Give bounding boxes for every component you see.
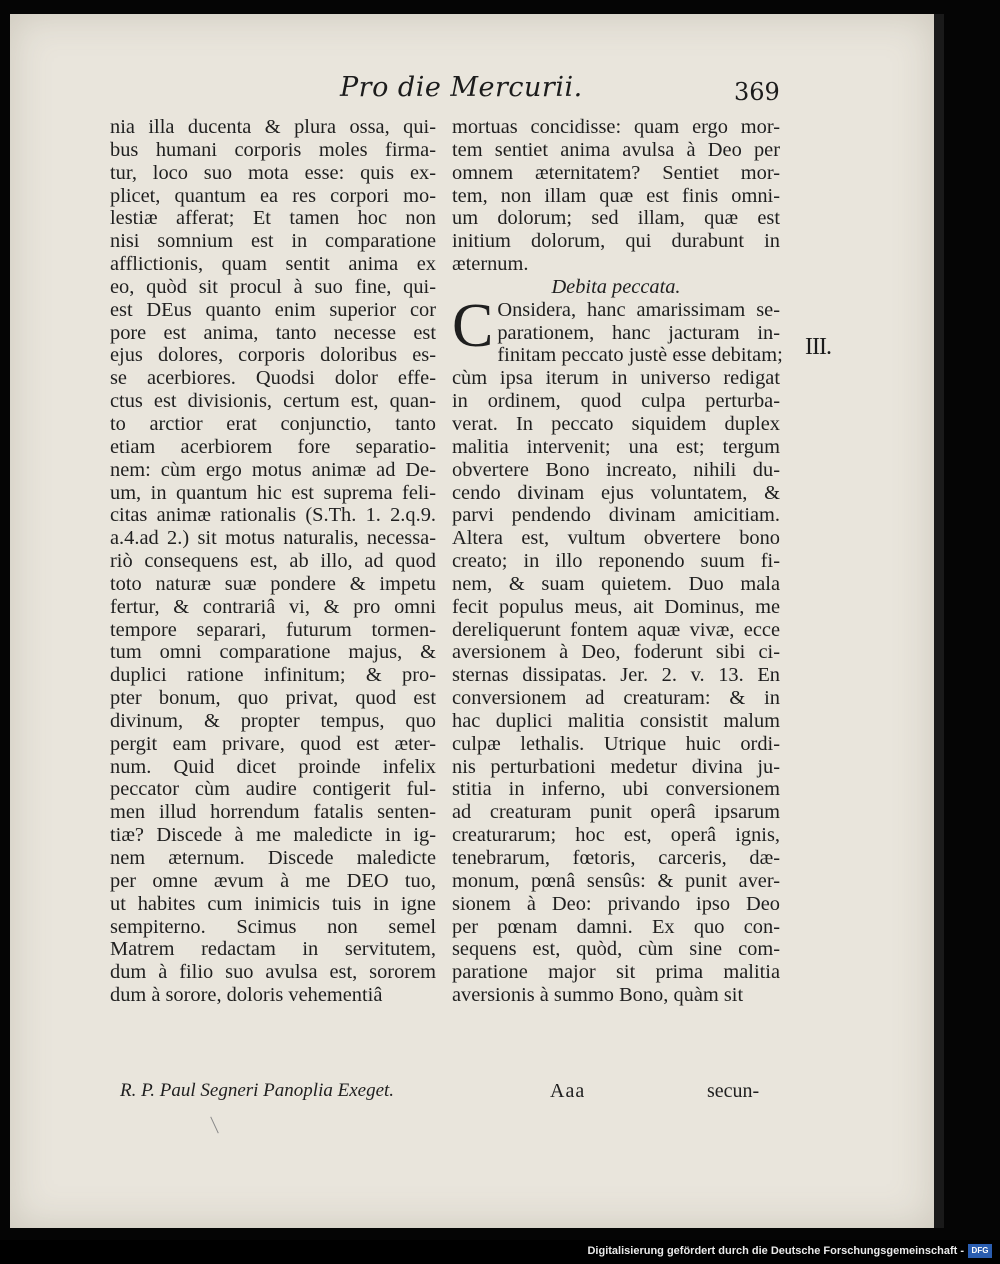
text-line: afflictionis, quam sentit anima ex bbox=[110, 253, 436, 276]
left-column bbox=[110, 116, 436, 1007]
right-column bbox=[452, 116, 783, 1007]
text-line: Onsidera, hanc amarissimam se- bbox=[497, 298, 780, 321]
text-line: tenebrarum, fœtoris, carceris, dæ- bbox=[452, 847, 780, 869]
text-line: citas animæ rationalis (S.Th. 1. 2.q.9. bbox=[110, 504, 436, 527]
right-column-intro bbox=[452, 116, 780, 276]
text-line: tur, loco suo mota esse: quis ex- bbox=[110, 161, 436, 184]
text-line: num. Quid dicet proinde infelix bbox=[110, 755, 436, 778]
margin-section-number: III. bbox=[805, 334, 831, 360]
text-line: se acerbiores. Quodsi dolor effe- bbox=[110, 367, 436, 390]
text-line: cendo divinam ejus voluntatem, & bbox=[452, 481, 780, 504]
drop-capital: C bbox=[452, 291, 494, 360]
text-line: ad creaturam punit operâ ipsarum bbox=[452, 801, 780, 824]
text-line: parvi pendendo divinam amicitiam. bbox=[452, 504, 780, 527]
text-line: sempiterno. Scimus non semel bbox=[110, 915, 436, 938]
text-line: sionem à Deo: privando ipso Deo bbox=[452, 892, 780, 915]
text-line: obvertere Bono increato, nihili du- bbox=[452, 458, 780, 481]
text-line: duplici ratione infinitum; & pro- bbox=[110, 664, 436, 687]
text-line: divinum, & propter tempus, quo bbox=[110, 709, 436, 732]
text-line: um, in quantum hic est suprema feli- bbox=[110, 481, 436, 504]
text-line: ut habites cum inimicis tuis in igne bbox=[110, 892, 436, 915]
text-line: tem, non illam quæ est finis omni- bbox=[452, 184, 780, 207]
text-line: creaturarum; hoc est, operâ ignis, bbox=[452, 824, 780, 847]
text-line: nem: cùm ergo motus animæ ad De- bbox=[110, 458, 436, 481]
text-line: fecit populus meus, ait Dominus, me bbox=[452, 595, 780, 618]
text-line: pore est anima, tanto necesse est bbox=[110, 321, 436, 344]
running-footer: R. P. Paul Segneri Panoplia Exeget. bbox=[120, 1080, 395, 1101]
text-line: verat. In peccato siquidem duplex bbox=[452, 412, 780, 435]
text-line: peccator cùm audire contigerit ful- bbox=[110, 778, 436, 801]
text-line: men illud horrendum fatalis senten- bbox=[110, 801, 436, 824]
text-line: to arctior erat conjunctio, tanto bbox=[110, 412, 436, 435]
text-line: initium dolorum, qui durabunt in bbox=[452, 230, 780, 253]
text-line: per omne ævum à me DEO tuo, bbox=[110, 869, 436, 892]
text-line: nisi somnium est in comparatione bbox=[110, 230, 436, 253]
text-line: paratione major sit prima malitia bbox=[452, 961, 780, 984]
text-line: ctus est divisionis, certum est, quan- bbox=[110, 390, 436, 413]
text-line: plicet, quantum ea res corpori mo- bbox=[110, 184, 436, 207]
text-line: nem æternum. Discede maledicte bbox=[110, 847, 436, 869]
text-line: in ordinem, quod culpa perturba- bbox=[452, 390, 780, 413]
text-line: nis perturbationi medetur divina ju- bbox=[452, 755, 780, 778]
text-line: nia illa ducenta & plura ossa, qui- bbox=[110, 116, 436, 138]
running-title: Pro die Mercurii. bbox=[340, 72, 583, 103]
text-line: a.4.ad 2.) sit motus naturalis, necessa- bbox=[110, 527, 436, 550]
digitization-credit: Digitalisierung gefördert durch die Deutsche Forschungsgemeinschaft - bbox=[587, 1245, 964, 1257]
text-line: est DEus quanto enim superior cor bbox=[110, 298, 436, 321]
text-line: aversionis à summo Bono, quàm sit bbox=[452, 984, 744, 1007]
text-line: mortuas concidisse: quam ergo mor- bbox=[452, 116, 780, 138]
text-line: per pœnam damni. Ex quo con- bbox=[452, 915, 780, 938]
text-line: Altera est, vultum obvertere bono bbox=[452, 527, 780, 550]
text-line: sternas dissipatas. Jer. 2. v. 13. En bbox=[452, 664, 780, 687]
text-line: fertur, & contrariâ vi, & pro omni bbox=[110, 595, 436, 618]
page-edge bbox=[934, 14, 944, 1228]
right-column-body bbox=[452, 291, 783, 1007]
text-line: cùm ipsa iterum in universo redigat bbox=[452, 367, 780, 390]
text-line: etiam acerbiorem fore separatio- bbox=[110, 435, 436, 458]
text-line: monum, pœnâ sensûs: & punit aver- bbox=[452, 869, 780, 892]
text-line: toto naturæ suæ pondere & impetu bbox=[110, 572, 436, 595]
text-line: omnem æternitatem? Sentiet mor- bbox=[452, 161, 780, 184]
text-line: æternum. bbox=[452, 253, 529, 276]
text-line: bus humani corporis moles firma- bbox=[110, 138, 436, 161]
text-line: riò consequens est, ab illo, ad quod bbox=[110, 550, 436, 573]
catchword: secun- bbox=[707, 1080, 760, 1102]
section-subheading: Debita peccata. bbox=[551, 275, 681, 298]
text-line: tem sentiet anima avulsa à Deo per bbox=[452, 138, 780, 161]
text-line: dum à sorore, doloris vehementiâ bbox=[110, 984, 383, 1007]
page-number: 369 bbox=[734, 78, 780, 106]
text-line: tempore separari, futurum tormen- bbox=[110, 618, 436, 641]
text-line: lestiæ afferat; Et tamen hoc non bbox=[110, 207, 436, 230]
text-line: dum à filio suo avulsa est, sororem bbox=[110, 961, 436, 984]
text-line: tum omni comparatione majus, & bbox=[110, 641, 436, 664]
text-line: dereliquerunt fontem aquæ vivæ, ecce bbox=[452, 618, 780, 641]
text-line: sequens est, quòd, cùm sine com- bbox=[452, 938, 780, 961]
text-line: um dolorum; sed illam, quæ est bbox=[452, 207, 780, 230]
text-line: ejus dolores, corporis doloribus es- bbox=[110, 344, 436, 367]
text-line: pter bonum, quo privat, quod est bbox=[110, 687, 436, 710]
text-line: stitia in inferno, ubi conversionem bbox=[452, 778, 780, 801]
text-line: hac duplici malitia consistit malum bbox=[452, 709, 780, 732]
text-line: culpæ lethalis. Utrique huic ordi- bbox=[452, 732, 780, 755]
text-line: Matrem redactam in servitutem, bbox=[110, 938, 436, 961]
text-line: pergit eam privare, quod est æter- bbox=[110, 732, 436, 755]
text-line: conversionem ad creaturam: & in bbox=[452, 687, 780, 710]
text-line: parationem, hanc jacturam in- bbox=[497, 321, 780, 344]
dfg-logo-icon: DFG bbox=[968, 1244, 992, 1258]
text-line: finitam peccato justè esse debitam; bbox=[497, 344, 783, 367]
text-line: eo, quòd sit procul à suo fine, qui- bbox=[110, 275, 436, 298]
text-line: nem, & suam quietem. Duo mala bbox=[452, 572, 780, 595]
text-line: tiæ? Discede à me maledicte in ig- bbox=[110, 824, 436, 847]
text-line: aversionem à Deo, foderunt sibi ci- bbox=[452, 641, 780, 664]
text-line: malitia intervenit; una est; tergum bbox=[452, 435, 780, 458]
text-line: creato; in illo reponendo suum fi- bbox=[452, 550, 780, 573]
signature-mark: Aaa bbox=[550, 1080, 586, 1102]
